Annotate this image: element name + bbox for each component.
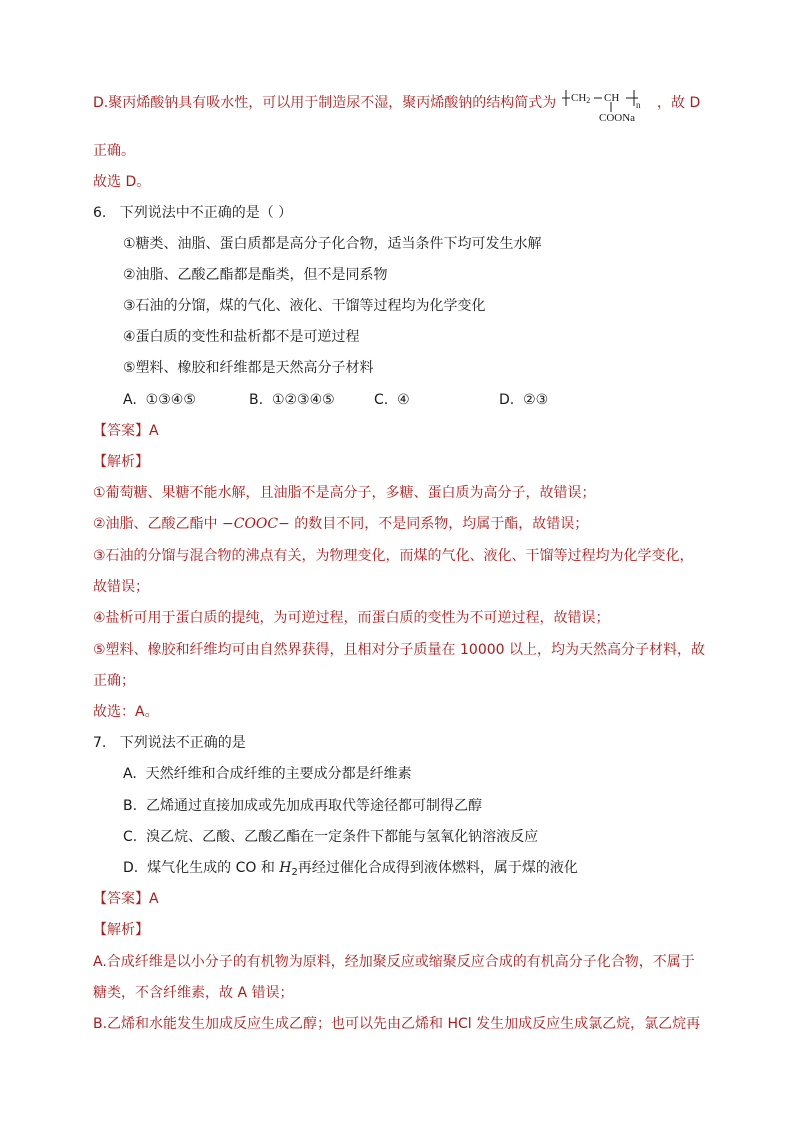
question-6-analysis-5-cont: 正确；: [93, 673, 135, 689]
question-6-option-a: A. ①③④⑤: [123, 392, 196, 408]
explanation-d-prefix: D.聚丙烯酸钠具有吸水性，可以用于制造尿不湿，聚丙烯酸钠的结构简式为: [93, 95, 557, 111]
question-6-answer: 【答案】A: [93, 423, 159, 439]
option-d-suffix: 再经过催化合成得到液体燃料，属于煤的液化: [297, 860, 578, 876]
question-7-answer: 【答案】A: [93, 891, 159, 907]
question-7-analysis-heading: 【解析】: [93, 922, 149, 938]
question-7-option-b: B. 乙烯通过直接加成或先加成再取代等途径都可制得乙醇: [123, 798, 482, 814]
option-d-prefix: D. 煤气化生成的 CO 和: [123, 860, 280, 876]
question-6-stem: 6. 下列说法中不正确的是（ ）: [93, 205, 293, 221]
question-7-stem: 7. 下列说法不正确的是: [93, 735, 246, 751]
ch-group: CH: [604, 92, 620, 104]
question-7-analysis-a: A.合成纤维是以小分子的有机物为原料，经加聚反应或缩聚反应合成的有机高分子化合物，不属于: [93, 954, 695, 970]
question-7-option-c: C. 溴乙烷、乙酸、乙酸乙酯在一定条件下都能与氢氧化钠溶液反应: [123, 829, 539, 845]
ester-group-formula: −COOC−: [222, 516, 290, 532]
question-6-analysis-4: ④盐析可用于蛋白质的提纯，为可逆过程，而蛋白质的变性为不可逆过程，故错误；: [93, 610, 610, 626]
question-6-analysis-3: ③石油的分馏与混合物的沸点有关，为物理变化，而煤的气化、液化、干馏等过程均为化学变化，: [93, 548, 694, 564]
question-6-option-c: C. ④: [374, 392, 410, 408]
question-7-option-a: A. 天然纤维和合成纤维的主要成分都是纤维素: [123, 766, 412, 782]
question-6-option-d: D. ②③: [499, 392, 549, 408]
hydrogen-subscript: 2: [291, 867, 298, 878]
question-6-analysis-3-cont: 故错误；: [93, 579, 149, 595]
question-6-analysis-1: ①葡萄糖、果糖不能水解，且油脂不是高分子，多糖、蛋白质为高分子，故错误；: [93, 485, 596, 501]
question-6-statement-3: ③石油的分馏，煤的气化、液化、干馏等过程均为化学变化: [123, 298, 486, 314]
question-6-option-b: B. ①②③④⑤: [249, 392, 335, 408]
sodium-polyacrylate-structure: [562, 86, 652, 128]
analysis-2-suffix: 的数目不同，不是同系物，均属于酯，故错误；: [289, 516, 589, 532]
analysis-2-prefix: ②油脂、乙酸乙酯中: [93, 516, 223, 532]
explanation-d-line: [93, 93, 556, 113]
question-6-analysis-2: [93, 514, 588, 534]
question-6-statement-4: ④蛋白质的变性和盐析都不是可逆过程: [123, 329, 360, 345]
hydrogen-symbol: H: [279, 860, 292, 876]
explanation-d-suffix: ，故 D: [657, 95, 701, 111]
question-7-analysis-a-cont: 糖类，不含纤维素，故 A 错误；: [93, 985, 294, 1001]
explanation-d-continuation: 正确。: [93, 143, 135, 159]
question-6-analysis-heading: 【解析】: [93, 454, 149, 470]
question-6-choose: 故选：A。: [93, 704, 159, 720]
question-6-statement-1: ①糖类、油脂、蛋白质都是高分子化合物，适当条件下均可发生水解: [123, 236, 542, 252]
question-7-option-d: [123, 858, 578, 880]
question-7-analysis-b: B.乙烯和水能发生加成反应生成乙醇；也可以先由乙烯和 HCl 发生加成反应生成氯乙烷，氯乙烷再: [93, 1016, 701, 1032]
ch2-group: CH2: [571, 92, 591, 105]
question-6-statement-2: ②油脂、乙酸乙酯都是酯类，但不是同系物: [123, 267, 388, 283]
choose-d: 故选 D。: [93, 174, 151, 190]
question-6-analysis-5: ⑤塑料、橡胶和纤维均可由自然界获得，且相对分子质量在 10000 以上，均为天然高分子材料，故: [93, 642, 705, 658]
question-6-statement-5: ⑤塑料、橡胶和纤维都是天然高分子材料: [123, 360, 374, 376]
coona-group: COONa: [599, 112, 636, 124]
repeat-n: n: [636, 100, 641, 110]
